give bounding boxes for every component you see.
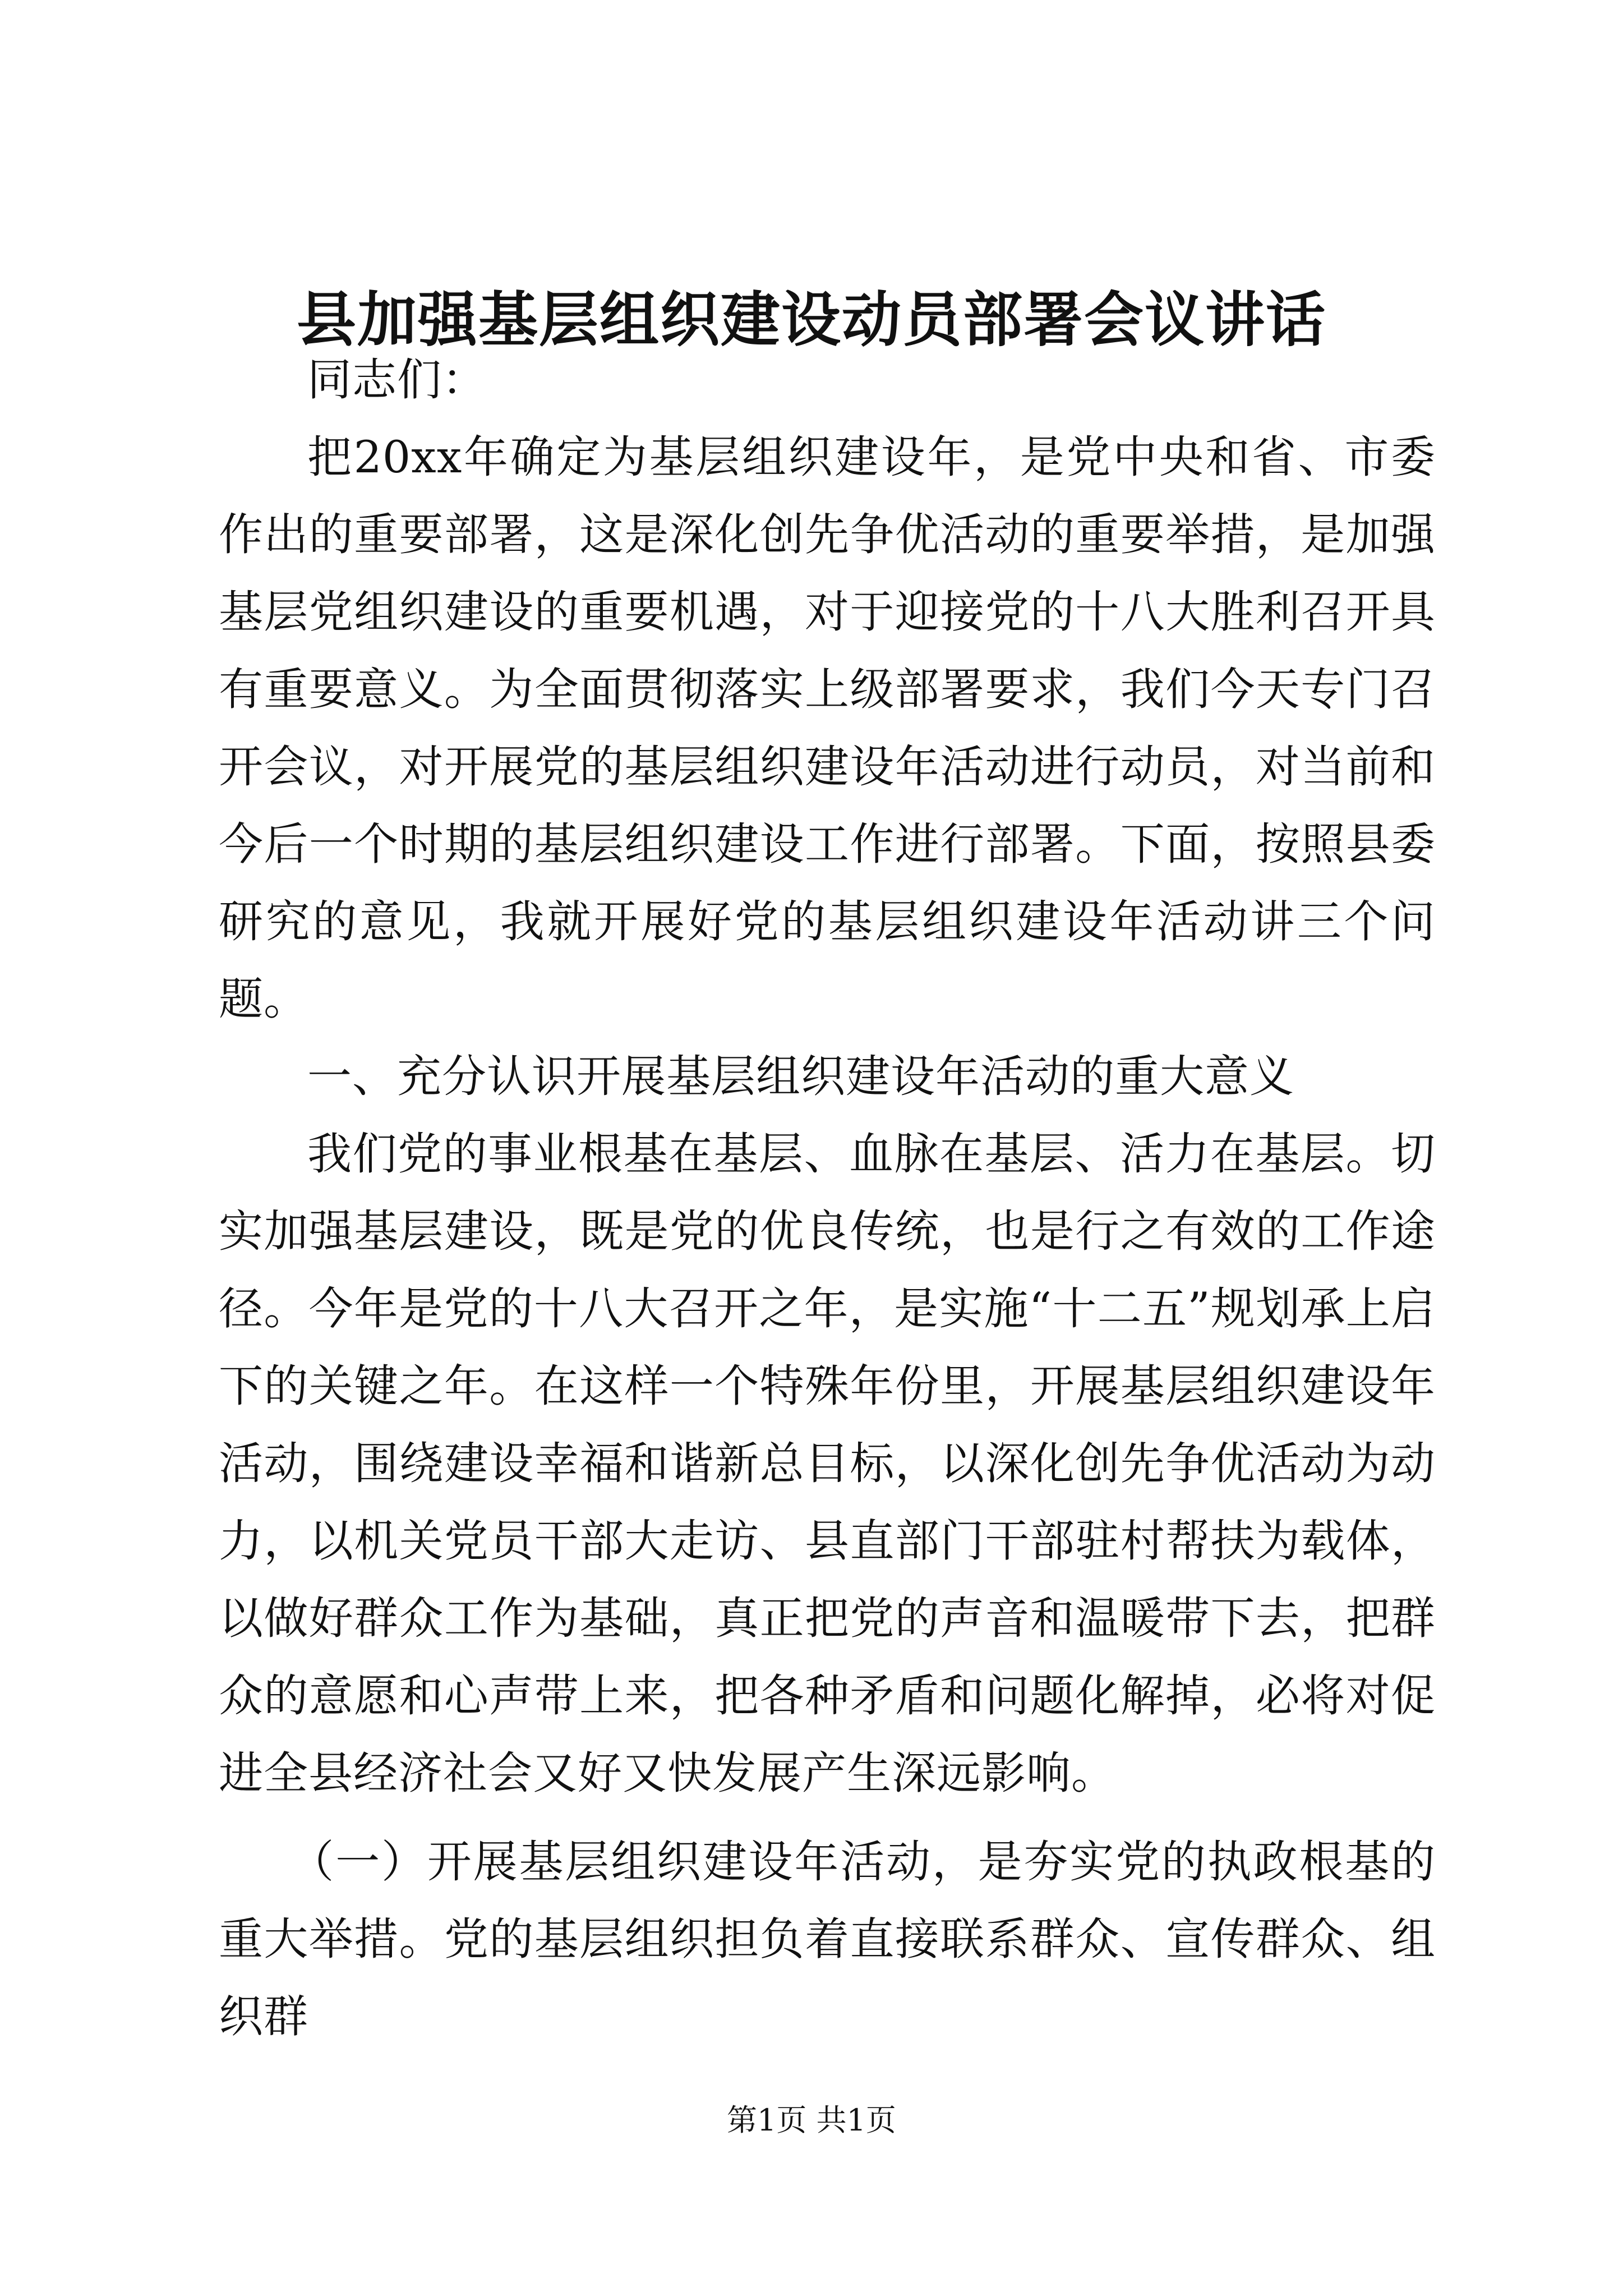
body-paragraph: 把20xx年确定为基层组织建设年，是党中央和省、市委作出的重要部署，这是深化创先争优活动的重要举措，是加强基层党组织建设的重要机遇，对于迎接党的十八大胜利召开具有重要意义。为全面贯彻落实上级部署要求，我们今天专门召开会议，对开展党的基层组织建设年活动进行动员，对当前和今后一个时期的基层组织建设工作进行部署。下面，按照县委研究的意见，我就开展好党的基层组织建设年活动讲三个问题。 <box>219 431 1436 1025</box>
page-footer: 第1页 共1页 <box>727 2102 896 2138</box>
document-body <box>219 337 1436 2055</box>
document-title: 县加强基层组织建设动员部署会议讲话 <box>297 284 1326 355</box>
section-heading: 一、充分认识开展基层组织建设年活动的重大意义 <box>307 1051 1294 1102</box>
body-paragraph: 我们党的事业根基在基层、血脉在基层、活力在基层。切实加强基层建设，既是党的优良传统，也是行之有效的工作途径。今年是党的十八大召开之年，是实施“十二五”规划承上启下的关键之年。在这样一个特殊年份里，开展基层组织建设年活动，围绕建设幸福和谐新总目标，以深化创先争优活动为动力，以机关党员干部大走访、县直部门干部驻村帮扶为载体，以做好群众工作为基础，真正把党的声音和温暖带下去，把群众的意愿和心声带上来，把各种矛盾和问题化解掉，必将对促进全县经济社会又好又快发展产生深远影响。 <box>219 1128 1436 1799</box>
subsection-paragraph: （一）开展基层组织建设年活动，是夯实党的执政根基的重大举措。党的基层组织担负着直接联系群众、宣传群众、组织群 <box>219 1836 1436 2042</box>
salutation: 同志们： <box>307 354 487 406</box>
